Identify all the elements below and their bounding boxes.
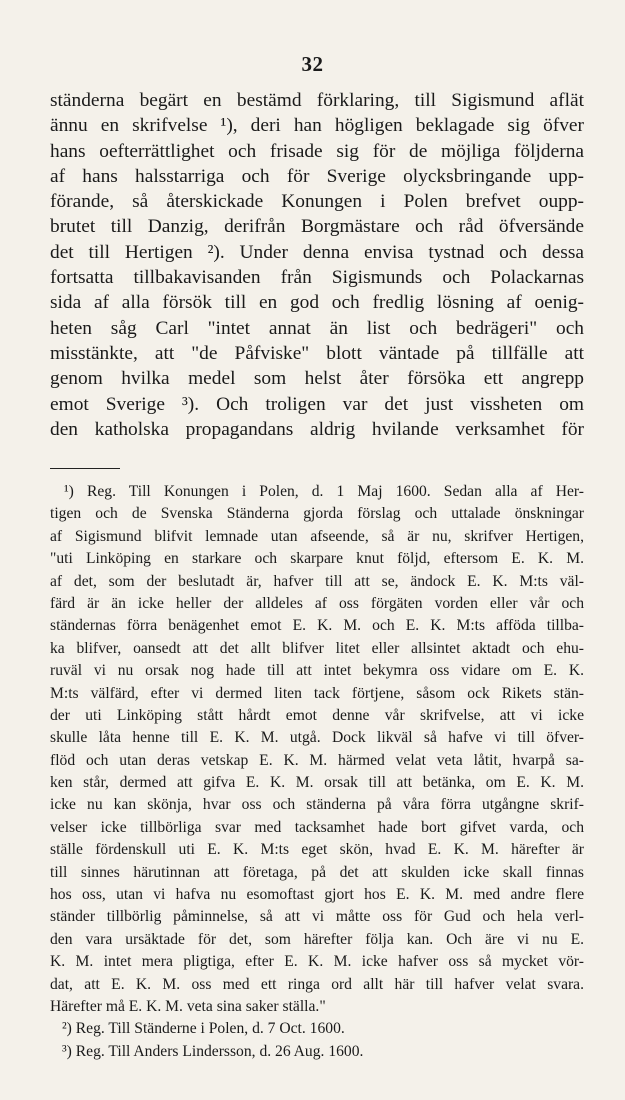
footnote-line: velser icke tillbörliga svar med tacksamhet hade bort gifvet varda, och <box>50 818 584 836</box>
footnote-line: ställe fördenskull uti E. K. M:ts eget skön, hvad E. K. M. härefter är <box>50 841 584 859</box>
footnote-reference: ²) Reg. Till Ständerne i Polen, d. 7 Oct. 1600. <box>62 1020 345 1038</box>
footnote-line: ruväl vi nu orsak nog hade till att intet bekymra oss vidare om E. K. <box>50 662 584 680</box>
footnote-line: skulle låta henne till E. K. M. utgå. Dock likväl så hafve vi till öfver- <box>50 729 584 747</box>
footnote-line: ständernas förra benägenhet emot E. K. M. och E. K. M:ts afföda tillba- <box>50 617 584 635</box>
page-number: 32 <box>301 52 324 76</box>
body-line: ständerna begärt en bestämd förklaring, till Sigismund aflät <box>50 90 584 111</box>
footnote-line: M:ts välfärd, efter vi dermed liten tack förtjene, såsom ock Rikets stän- <box>50 684 584 702</box>
body-line: fortsatta tillbakavisanden från Sigismunds och Polackarnas <box>50 267 584 289</box>
footnote-line: flöd och utan deras vetskap E. K. M. härmed velat veta låtit, hvarpå sa- <box>50 751 584 769</box>
body-line: heten såg Carl "intet annat än list och bedrägeri" och <box>50 317 584 339</box>
footnote-line: ken står, dermed att gifva E. K. M. orsak till att betänka, om E. K. M. <box>50 774 584 792</box>
footnote-line: af det, som der beslutadt är, hafver till att se, ändock E. K. M:ts väl- <box>50 572 584 590</box>
footnote-line: den vara ursäktade för det, som härefter följa kan. Och äre vi nu E. <box>50 930 584 948</box>
body-line: ännu en skrifvelse ¹), deri han högligen beklagade sig öfver <box>50 115 584 137</box>
body-line: af hans halsstarriga och för Sverige olycksbringande upp- <box>50 165 584 187</box>
footnote-divider <box>50 468 120 469</box>
body-line: hans oefterrättlighet och frisade sig för de möjliga följderna <box>50 140 584 162</box>
footnote-line: dat, att E. K. M. oss med ett ringa ord allt här till hafver velat svara. <box>50 975 584 993</box>
body-line: förande, så återskickade Konungen i Polen brefvet oupp- <box>50 191 584 213</box>
footnote-line: der uti Linköping stått hårdt emot denne vår skrifvelse, att vi icke <box>50 706 584 724</box>
footnote-line: ¹) Reg. Till Konungen i Polen, d. 1 Maj 1600. Sedan alla af Her- <box>64 483 584 500</box>
footnote-line: K. M. intet mera pligtiga, efter E. K. M. icke hafver oss så mycket vör- <box>50 953 584 971</box>
footnote-line: af Sigismund blifvit lemnade utan afseende, så är nu, skrifver Hertigen, <box>50 527 584 545</box>
body-line: emot Sverige ³). Och troligen var det just vissheten om <box>50 393 584 415</box>
body-line: det till Hertigen ²). Under denna envisa tystnad och dessa <box>50 241 584 263</box>
footnote-line: icke nu kan skönja, hvar oss och ständerna på våra förra utgångne skrif- <box>50 796 584 814</box>
body-text <box>50 88 584 442</box>
footnote-reference: ³) Reg. Till Anders Lindersson, d. 26 Aug. 1600. <box>62 1042 364 1060</box>
footnotes <box>50 481 584 1063</box>
footnote-line: färd är än icke heller der alldeles af oss förgäten vorden eller vår och <box>50 594 584 612</box>
body-line: brutet till Danzig, derifrån Borgmästare och råd öfversände <box>50 216 584 238</box>
footnote-line: till sinnes härutinnan att företaga, på det att skulden icke skall finnas <box>50 863 584 881</box>
body-line: misstänkte, att "de Påfviske" blott väntade på tillfälle att <box>50 342 584 364</box>
footnote-line: hos oss, utan vi hafva nu esomoftast gjort hos E. K. M. med andre flere <box>50 886 584 904</box>
body-line: genom hvilka medel som helst åter försöka ett angrepp <box>50 368 584 390</box>
body-line: den katholska propagandans aldrig hvilande verksamhet för <box>50 418 584 440</box>
footnote-line: tigen och de Svenska Ständerna gjorda förslag och uttalade önskningar <box>50 505 584 523</box>
footnote-line: ka blifver, oansedt att det allt blifver litet eller allsintet aktadt och ehu- <box>50 639 584 657</box>
footnote-line: ständer tillbörlig påminnelse, så att vi måtte oss för Gud och hela verl- <box>50 908 584 926</box>
footnote-line: "uti Linköping en starkare och skarpare knut följd, eftersom E. K. M. <box>50 550 584 568</box>
body-line: sida af alla försök till en god och fredlig lösning af oenig- <box>50 292 584 314</box>
footnote-line: Härefter må E. K. M. veta sina saker ställa." <box>50 997 326 1015</box>
